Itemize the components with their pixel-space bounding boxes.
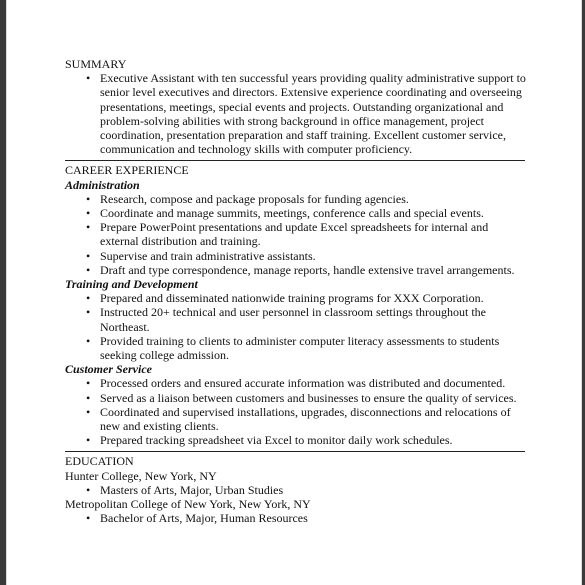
degree-list (65, 511, 529, 525)
resume-content (65, 57, 529, 526)
list-item: • Coordinate and manage summits, meetings, conference calls and special events. (100, 206, 529, 220)
list-item: • Draft and type correspondence, manage reports, handle extensive travel arrangements. (100, 263, 529, 277)
summary-item: • Executive Assistant with ten successful years providing quality administrative support to senior level executives and directors. Extensive experience coordinating and overseeing presentations, meetings, special events and projects. Outstanding organizational and problem-solving abilities with strong background in office management, project coordination, presentation preparation and staff training. Excellent customer service, communication and technology skills with computer proficiency. (100, 71, 529, 156)
administration-list (65, 192, 529, 277)
section-divider (65, 160, 525, 161)
section-divider (65, 451, 525, 452)
list-item: • Processed orders and ensured accurate information was distributed and documented. (100, 376, 529, 390)
list-item: • Prepared and disseminated nationwide training programs for XXX Corporation. (100, 291, 529, 305)
degree-list (65, 483, 529, 497)
resume-page (6, 0, 582, 585)
degree-item: • Masters of Arts, Major, Urban Studies (100, 483, 529, 497)
summary-list (65, 71, 529, 156)
school-name: Hunter College, New York, NY (65, 468, 217, 483)
list-item: • Prepared tracking spreadsheet via Excel to monitor daily work schedules. (100, 433, 529, 447)
role-title-administration: Administration (65, 177, 140, 192)
list-item: • Research, compose and package proposals for funding agencies. (100, 192, 529, 206)
career-heading: CAREER EXPERIENCE (65, 163, 189, 178)
education-heading: EDUCATION (65, 454, 134, 469)
list-item: • Served as a liaison between customers and businesses to ensure the quality of services. (100, 391, 529, 405)
school-name: Metropolitan College of New York, New York, NY (65, 497, 311, 512)
list-item: • Supervise and train administrative assistants. (100, 249, 529, 263)
customer-service-list (65, 376, 529, 447)
list-item: • Prepare PowerPoint presentations and update Excel spreadsheets for internal and external distribution and training. (100, 220, 529, 248)
summary-heading: SUMMARY (65, 57, 127, 71)
list-item: • Coordinated and supervised installations, upgrades, disconnections and relocations of new and existing clients. (100, 405, 529, 433)
training-list (65, 291, 529, 362)
list-item: • Provided training to clients to administer computer literacy assessments to students seeking college admission. (100, 334, 529, 362)
degree-item: • Bachelor of Arts, Major, Human Resources (100, 511, 529, 525)
list-item: • Instructed 20+ technical and user personnel in classroom settings throughout the Northeast. (100, 305, 529, 333)
role-title-training: Training and Development (65, 277, 198, 292)
role-title-customer-service: Customer Service (65, 362, 152, 377)
